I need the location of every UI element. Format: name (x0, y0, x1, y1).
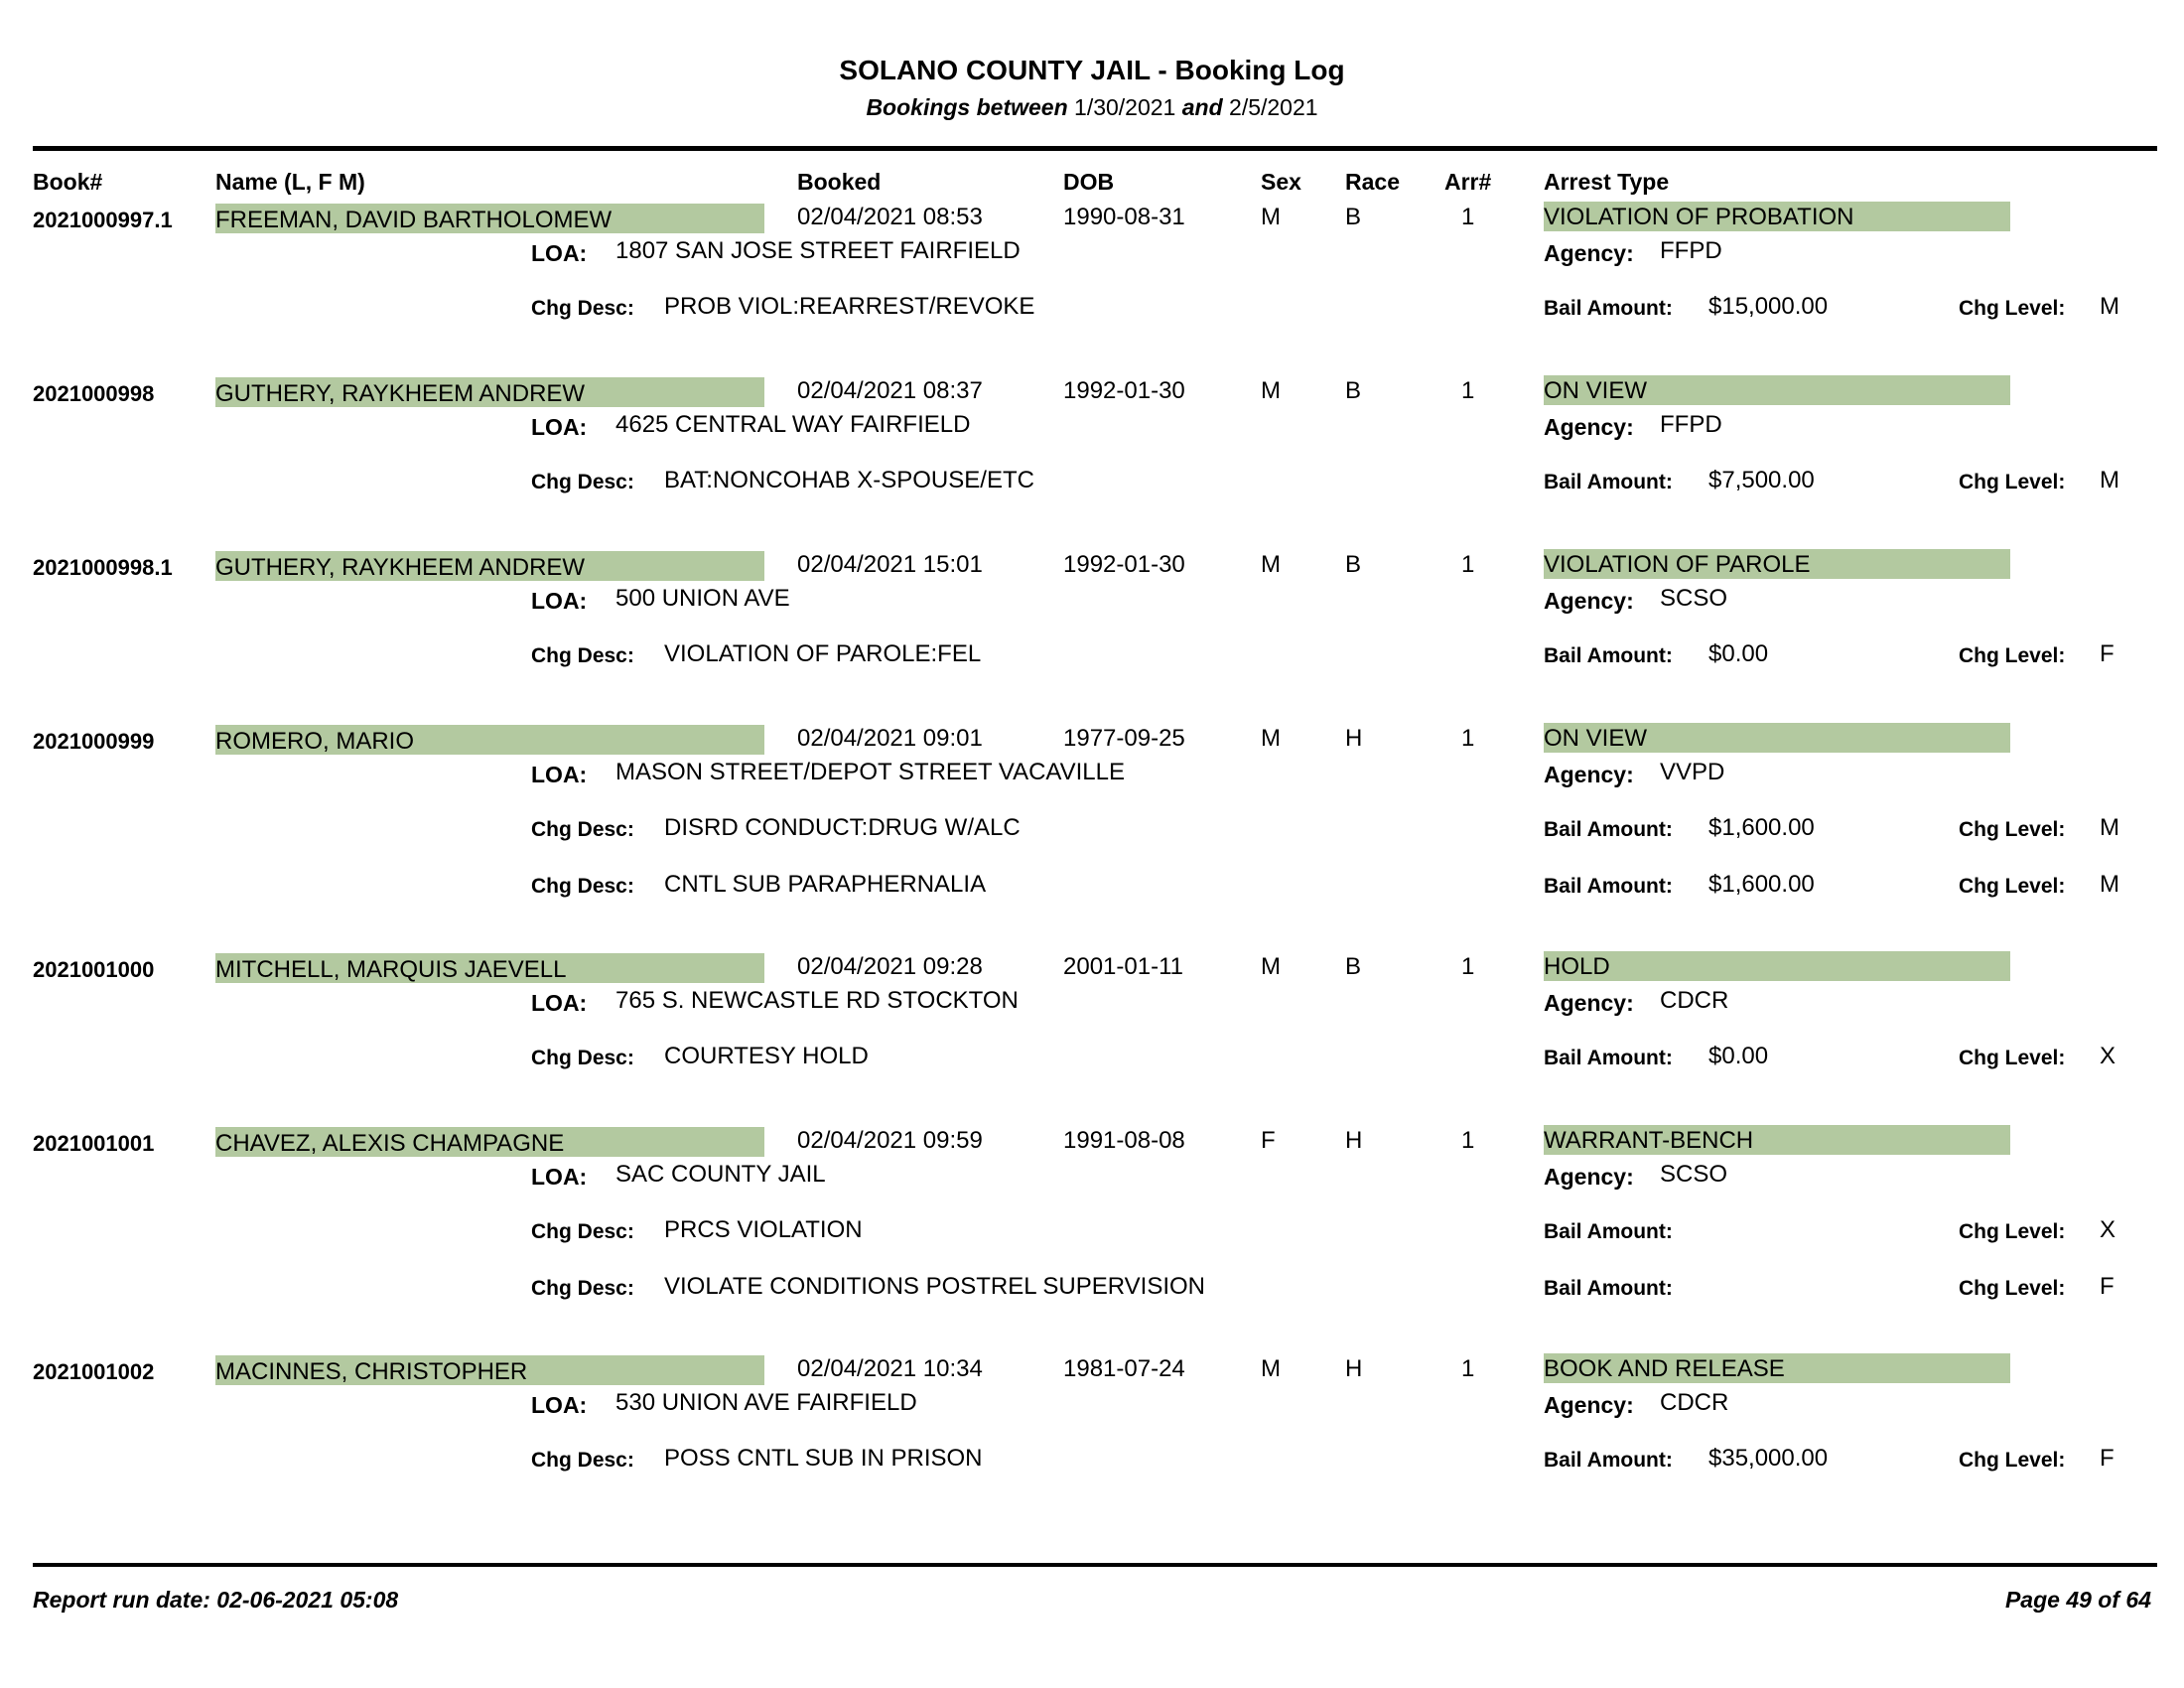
booked-datetime: 02/04/2021 09:59 (797, 1127, 983, 1154)
footer-rule (33, 1563, 2157, 1567)
race-value: B (1345, 377, 1362, 404)
charge-description: BAT:NONCOHAB X-SPOUSE/ETC (664, 467, 1034, 493)
arr-value: 1 (1461, 377, 1475, 404)
dob-value: 1981-07-24 (1063, 1355, 1185, 1382)
agency-label: Agency: (1544, 414, 1634, 440)
agency-value: FFPD (1660, 411, 1722, 438)
col-header-name: Name (L, F M) (215, 169, 365, 195)
loa-label: LOA: (531, 240, 588, 266)
chg-desc-label: Chg Desc: (531, 1449, 634, 1472)
arrest-type: ON VIEW (1544, 725, 1648, 752)
loa-value: MASON STREET/DEPOT STREET VACAVILLE (615, 759, 1126, 785)
charge-description: VIOLATION OF PAROLE:FEL (664, 640, 982, 667)
chg-desc-label: Chg Desc: (531, 818, 634, 841)
chg-level-label: Chg Level: (1959, 1449, 2066, 1472)
charge-level: M (2100, 814, 2119, 841)
report-title: SOLANO COUNTY JAIL - Booking Log (839, 55, 1345, 85)
bail-amount: $35,000.00 (1708, 1445, 1829, 1472)
agency-label: Agency: (1544, 990, 1634, 1016)
charge-level: F (2100, 1273, 2115, 1300)
charge-level: X (2100, 1043, 2116, 1069)
inmate-name: ROMERO, MARIO (215, 728, 415, 755)
chg-desc-label: Chg Desc: (531, 1277, 634, 1300)
book-number: 2021001000 (33, 957, 155, 982)
chg-desc-label: Chg Desc: (531, 1047, 634, 1069)
sex-value: M (1261, 551, 1281, 578)
booked-datetime: 02/04/2021 08:37 (797, 377, 983, 404)
report-run-date: Report run date: 02-06-2021 05:08 (33, 1587, 399, 1613)
sex-value: M (1261, 1355, 1281, 1382)
bail-amount: $7,500.00 (1708, 467, 1815, 493)
agency-value: SCSO (1660, 1161, 1728, 1188)
charge-description: VIOLATE CONDITIONS POSTREL SUPERVISION (664, 1273, 1206, 1300)
dob-value: 1990-08-31 (1063, 204, 1185, 230)
bail-amount-label: Bail Amount: (1544, 644, 1673, 667)
agency-label: Agency: (1544, 762, 1634, 787)
loa-value: 4625 CENTRAL WAY FAIRFIELD (615, 411, 971, 438)
chg-level-label: Chg Level: (1959, 471, 2066, 493)
bail-amount-label: Bail Amount: (1544, 297, 1673, 320)
bail-amount-label: Bail Amount: (1544, 875, 1673, 898)
sex-value: M (1261, 725, 1281, 752)
loa-label: LOA: (531, 1164, 588, 1190)
loa-label: LOA: (531, 990, 588, 1016)
chg-level-label: Chg Level: (1959, 1220, 2066, 1243)
sex-value: F (1261, 1127, 1276, 1154)
agency-value: VVPD (1660, 759, 1725, 785)
inmate-name: CHAVEZ, ALEXIS CHAMPAGNE (215, 1130, 565, 1157)
date-from: 1/30/2021 (1074, 94, 1176, 120)
bail-amount: $0.00 (1708, 1043, 1769, 1069)
bail-amount-label: Bail Amount: (1544, 1449, 1673, 1472)
loa-value: 530 UNION AVE FAIRFIELD (615, 1389, 917, 1416)
book-number: 2021000998.1 (33, 555, 173, 580)
charge-level: M (2100, 293, 2119, 320)
loa-label: LOA: (531, 1392, 588, 1418)
booking-record (0, 204, 2184, 402)
bail-amount: $15,000.00 (1708, 293, 1829, 320)
subtitle-and: and (1181, 94, 1223, 120)
charge-description: POSS CNTL SUB IN PRISON (664, 1445, 983, 1472)
dob-value: 2001-01-11 (1063, 953, 1183, 980)
loa-value: 500 UNION AVE (615, 585, 790, 612)
race-value: H (1345, 1355, 1363, 1382)
loa-value: 1807 SAN JOSE STREET FAIRFIELD (615, 237, 1021, 264)
dob-value: 1992-01-30 (1063, 377, 1185, 404)
agency-value: SCSO (1660, 585, 1728, 612)
charge-level: F (2100, 1445, 2115, 1472)
arrest-type: WARRANT-BENCH (1544, 1127, 1754, 1154)
inmate-name: FREEMAN, DAVID BARTHOLOMEW (215, 207, 613, 233)
loa-label: LOA: (531, 414, 588, 440)
chg-level-label: Chg Level: (1959, 875, 2066, 898)
bail-amount-label: Bail Amount: (1544, 818, 1673, 841)
agency-value: CDCR (1660, 1389, 1729, 1416)
arrest-type: VIOLATION OF PROBATION (1544, 204, 1854, 230)
chg-desc-label: Chg Desc: (531, 1220, 634, 1243)
chg-level-label: Chg Level: (1959, 1047, 2066, 1069)
col-header-race: Race (1345, 169, 1400, 195)
arrest-type-highlight (1544, 951, 2010, 981)
book-number: 2021000999 (33, 729, 155, 754)
charge-level: F (2100, 640, 2115, 667)
chg-level-label: Chg Level: (1959, 644, 2066, 667)
inmate-name: GUTHERY, RAYKHEEM ANDREW (215, 380, 586, 407)
col-header-dob: DOB (1063, 169, 1115, 195)
dob-value: 1991-08-08 (1063, 1127, 1185, 1154)
booked-datetime: 02/04/2021 09:01 (797, 725, 983, 752)
agency-value: CDCR (1660, 987, 1729, 1014)
arr-value: 1 (1461, 551, 1475, 578)
page-number: Page 49 of 64 (2004, 1587, 2151, 1613)
col-header-arrest-type: Arrest Type (1544, 169, 1670, 195)
arr-value: 1 (1461, 204, 1475, 230)
agency-label: Agency: (1544, 1392, 1634, 1418)
arrest-type: ON VIEW (1544, 377, 1648, 404)
header-rule (33, 146, 2157, 151)
bail-amount: $0.00 (1708, 640, 1769, 667)
arr-value: 1 (1461, 953, 1475, 980)
charge-description: PROB VIOL:REARREST/REVOKE (664, 293, 1035, 320)
bail-amount: $1,600.00 (1708, 871, 1815, 898)
chg-level-label: Chg Level: (1959, 1277, 2066, 1300)
loa-value: SAC COUNTY JAIL (615, 1161, 826, 1188)
inmate-name: GUTHERY, RAYKHEEM ANDREW (215, 554, 586, 581)
charge-description: DISRD CONDUCT:DRUG W/ALC (664, 814, 1021, 841)
booking-record (0, 377, 2184, 576)
arrest-type: VIOLATION OF PAROLE (1544, 551, 1811, 578)
arrest-type: HOLD (1544, 953, 1610, 980)
booking-record (0, 1127, 2184, 1326)
race-value: B (1345, 953, 1362, 980)
book-number: 2021001002 (33, 1359, 155, 1384)
chg-desc-label: Chg Desc: (531, 644, 634, 667)
booking-record (0, 551, 2184, 750)
dob-value: 1977-09-25 (1063, 725, 1185, 752)
booking-record (0, 725, 2184, 923)
loa-value: 765 S. NEWCASTLE RD STOCKTON (615, 987, 1019, 1014)
sex-value: M (1261, 953, 1281, 980)
agency-label: Agency: (1544, 1164, 1634, 1190)
race-value: B (1345, 551, 1362, 578)
book-number: 2021001001 (33, 1131, 155, 1156)
race-value: B (1345, 204, 1362, 230)
agency-label: Agency: (1544, 588, 1634, 614)
bail-amount-label: Bail Amount: (1544, 1220, 1673, 1243)
book-number: 2021000997.1 (33, 208, 173, 232)
race-value: H (1345, 1127, 1363, 1154)
bail-amount-label: Bail Amount: (1544, 1047, 1673, 1069)
agency-value: FFPD (1660, 237, 1722, 264)
chg-desc-label: Chg Desc: (531, 471, 634, 493)
chg-level-label: Chg Level: (1959, 297, 2066, 320)
report-subtitle (0, 94, 2184, 121)
charge-description: COURTESY HOLD (664, 1043, 869, 1069)
chg-desc-label: Chg Desc: (531, 875, 634, 898)
col-header-sex: Sex (1261, 169, 1301, 195)
arrest-type: BOOK AND RELEASE (1544, 1355, 1785, 1382)
inmate-name: MACINNES, CHRISTOPHER (215, 1358, 528, 1385)
booked-datetime: 02/04/2021 15:01 (797, 551, 983, 578)
charge-level: M (2100, 467, 2119, 493)
booked-datetime: 02/04/2021 08:53 (797, 204, 983, 230)
inmate-name: MITCHELL, MARQUIS JAEVELL (215, 956, 567, 983)
arr-value: 1 (1461, 725, 1475, 752)
agency-label: Agency: (1544, 240, 1634, 266)
arr-value: 1 (1461, 1127, 1475, 1154)
subtitle-prefix: Bookings between (866, 94, 1068, 120)
charge-description: PRCS VIOLATION (664, 1216, 863, 1243)
booking-record (0, 1355, 2184, 1554)
booked-datetime: 02/04/2021 09:28 (797, 953, 983, 980)
sex-value: M (1261, 204, 1281, 230)
book-number: 2021000998 (33, 381, 155, 406)
loa-label: LOA: (531, 588, 588, 614)
col-header-booked: Booked (797, 169, 882, 195)
charge-level: M (2100, 871, 2119, 898)
bail-amount: $1,600.00 (1708, 814, 1815, 841)
loa-label: LOA: (531, 762, 588, 787)
race-value: H (1345, 725, 1363, 752)
arr-value: 1 (1461, 1355, 1475, 1382)
date-to: 2/5/2021 (1229, 94, 1318, 120)
bail-amount-label: Bail Amount: (1544, 471, 1673, 493)
sex-value: M (1261, 377, 1281, 404)
bail-amount-label: Bail Amount: (1544, 1277, 1673, 1300)
booked-datetime: 02/04/2021 10:34 (797, 1355, 983, 1382)
chg-level-label: Chg Level: (1959, 818, 2066, 841)
booking-record (0, 953, 2184, 1152)
dob-value: 1992-01-30 (1063, 551, 1185, 578)
charge-level: X (2100, 1216, 2116, 1243)
chg-desc-label: Chg Desc: (531, 297, 634, 320)
col-header-arr: Arr# (1444, 169, 1492, 195)
charge-description: CNTL SUB PARAPHERNALIA (664, 871, 987, 898)
col-header-book: Book# (33, 169, 103, 195)
